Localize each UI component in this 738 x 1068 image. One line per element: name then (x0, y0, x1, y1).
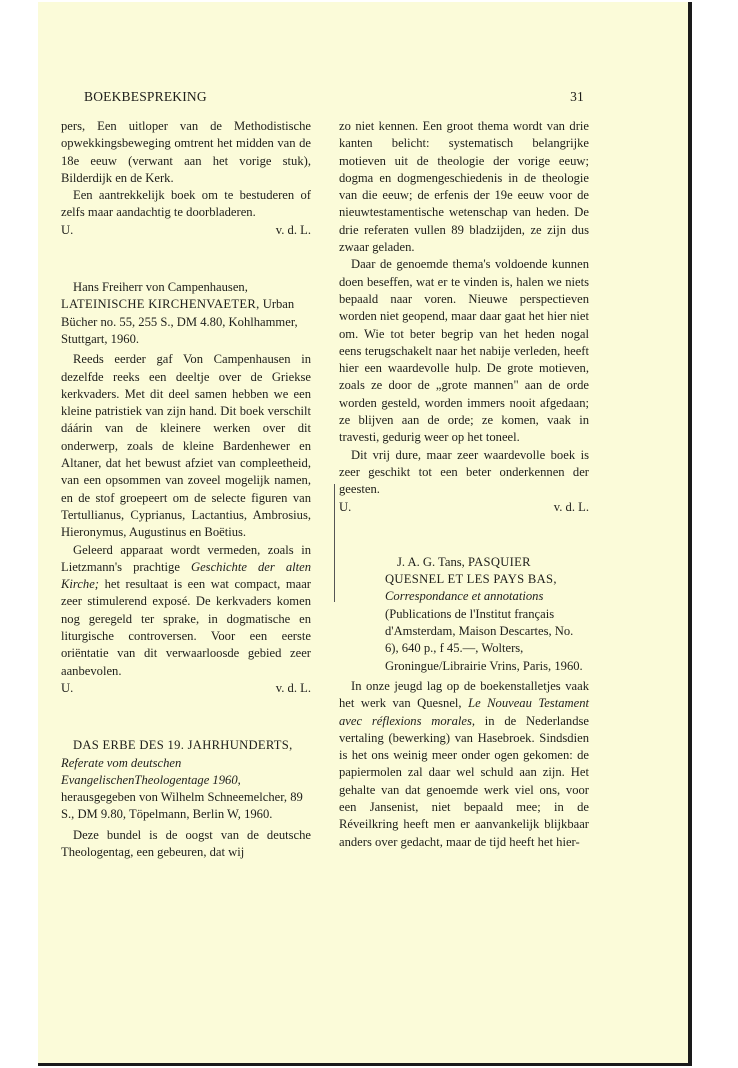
book-entry (61, 239, 311, 351)
margin-mark (334, 484, 336, 602)
running-title: BOEKBESPREKING (84, 89, 207, 104)
left-column (61, 118, 311, 861)
paragraph: zo niet kennen. Een groot thema wordt van drie kanten belicht: systematisch belangrijke motieven uit de theologie der vorige eeuw; dogma en dogmengeschiedenis in de theologie van die eeuw; de erfenis der 19e eeuw voor de nieuwtestamentische wetenschap van heden. De drie referaten vullen 89 bladzijden, ze zijn dus zwaar geladen. (339, 119, 589, 255)
paragraph: Een aantrekkelijk boek om te bestuderen of zelfs maar aandachtig te doorbladeren. (61, 188, 311, 220)
entry-author: Hans Freiherr von Campenhausen, (73, 280, 248, 295)
paragraph: Reeds eerder gaf Von Campenhausen in dezelfde reeks een deeltje over de Griekse kerkvaders. Met dit deel samen hebben we een kleine patristiek van zijn hand. Dit boek verschilt dáárin van de kleinere werken over dit onderwerp, zoals de kleine Bardenhewer en Altaner, dat het bewust afziet van compleetheid, van een opsommen van zoveel mogelijk namen, en de stof groepeert om de selecte figuren van Tertullianus, Cyprianus, Lactantius, Ambrosius, Hieronymus, Augustinus en Boëtius. (61, 352, 311, 540)
entry-title: LATEINISCHE KIRCHENVAETER, (61, 297, 260, 312)
entry-details: (Publications de l'Institut français d'Amsterdam, Maison Descartes, No. 6), 640 p., f 45.—, Wolters, Groningue/Librairie Vrins, Paris, 1960. (385, 606, 583, 673)
paragraph: In onze jeugd lag op de boekenstalletjes vaak het werk van Quesnel, Le Nouveau Testament avec réflexions morales, in de Nederlandse vertaling (bewerking) van Hasebroek. Sindsdien is het ons weinig meer onder ogen gekomen: de papiermolen zal daar wel schuld aan zijn. Het gehalte van dat genoemde werk viel ons, voor een Jansenist, niet bepaald mee; in de Réveilkring heeft men er aanvankelijk blijkbaar anders over gedacht, maar de tijd heeft het hier- (339, 678, 589, 849)
right-column (339, 118, 589, 851)
entry-details: herausgegeben von Wilhelm Schneemelcher, 89 S., DM 9.80, Töpelmann, Berlin W, 1960. (61, 790, 303, 822)
reviewer-signature: U. v. d. L. (61, 680, 311, 695)
paragraph: Daar de genoemde thema's voldoende kunnen doen beseffen, wat er te vinden is, halen we niets bepaald naar voren. Nieuwe perspectieven worden niet geopend, maar daar gaat het hier niet om. Wie tot beter begrip van het heden nogal eens terugschakelt naar het nabije verleden, heeft hier een waardevolle hulp. De grote motieven, zoals ze door de „grote mannen" aan de orde worden gesteld, worden immers nooit afgedaan; ze blijven aan de orde; ze komen, vaak in travesti, gedurig weer op het toneel. (339, 257, 589, 445)
book-entry (61, 697, 311, 826)
paragraph: pers, Een uitloper van de Methodistische opwekkingsbeweging omtrent het midden van de 18e eeuw (verwant aan het vorige stuk), Bilderdijk en de Kerk. (61, 119, 311, 185)
paragraph: Dit vrij dure, maar zeer waardevolle boek is zeer geschikt tot een beter onderkennen der geesten. (339, 447, 589, 497)
reviewer-signature: U. v. d. L. (61, 222, 311, 237)
book-entry (385, 516, 589, 678)
entry-details: Urban Bücher no. 55, 255 S., DM 4.80, Kohlhammer, Stuttgart, 1960. (61, 297, 298, 346)
entry-author: J. A. G. Tans, (397, 554, 465, 569)
reviewer-signature: U. v. d. L. (339, 499, 589, 514)
entry-subtitle: Referate vom deutschen EvangelischenTheologentage 1960, (61, 755, 241, 787)
paragraph: Geleerd apparaat wordt vermeden, zoals in Lietzmann's prachtige Geschichte der alten Kirche; het resultaat is een wat compact, maar zeer stimulerend exposé. De kerkvaders komen nog geregeld ter sprake, in dogmatische en liturgische controversen. Voor een eerste oriëntatie van dit verwaarloosde gebied zeer aanbevolen. (61, 542, 312, 678)
page-number: 31 (570, 89, 584, 104)
paragraph: Deze bundel is de oogst van de deutsche Theologentag, een gebeuren, dat wij (61, 827, 311, 859)
entry-title: DAS ERBE DES 19. JAHRHUNDERTS, (73, 738, 293, 753)
entry-title: PASQUIER QUESNEL ET LES PAYS BAS, (385, 554, 557, 587)
entry-subtitle: Correspondance et annotations (385, 589, 544, 604)
